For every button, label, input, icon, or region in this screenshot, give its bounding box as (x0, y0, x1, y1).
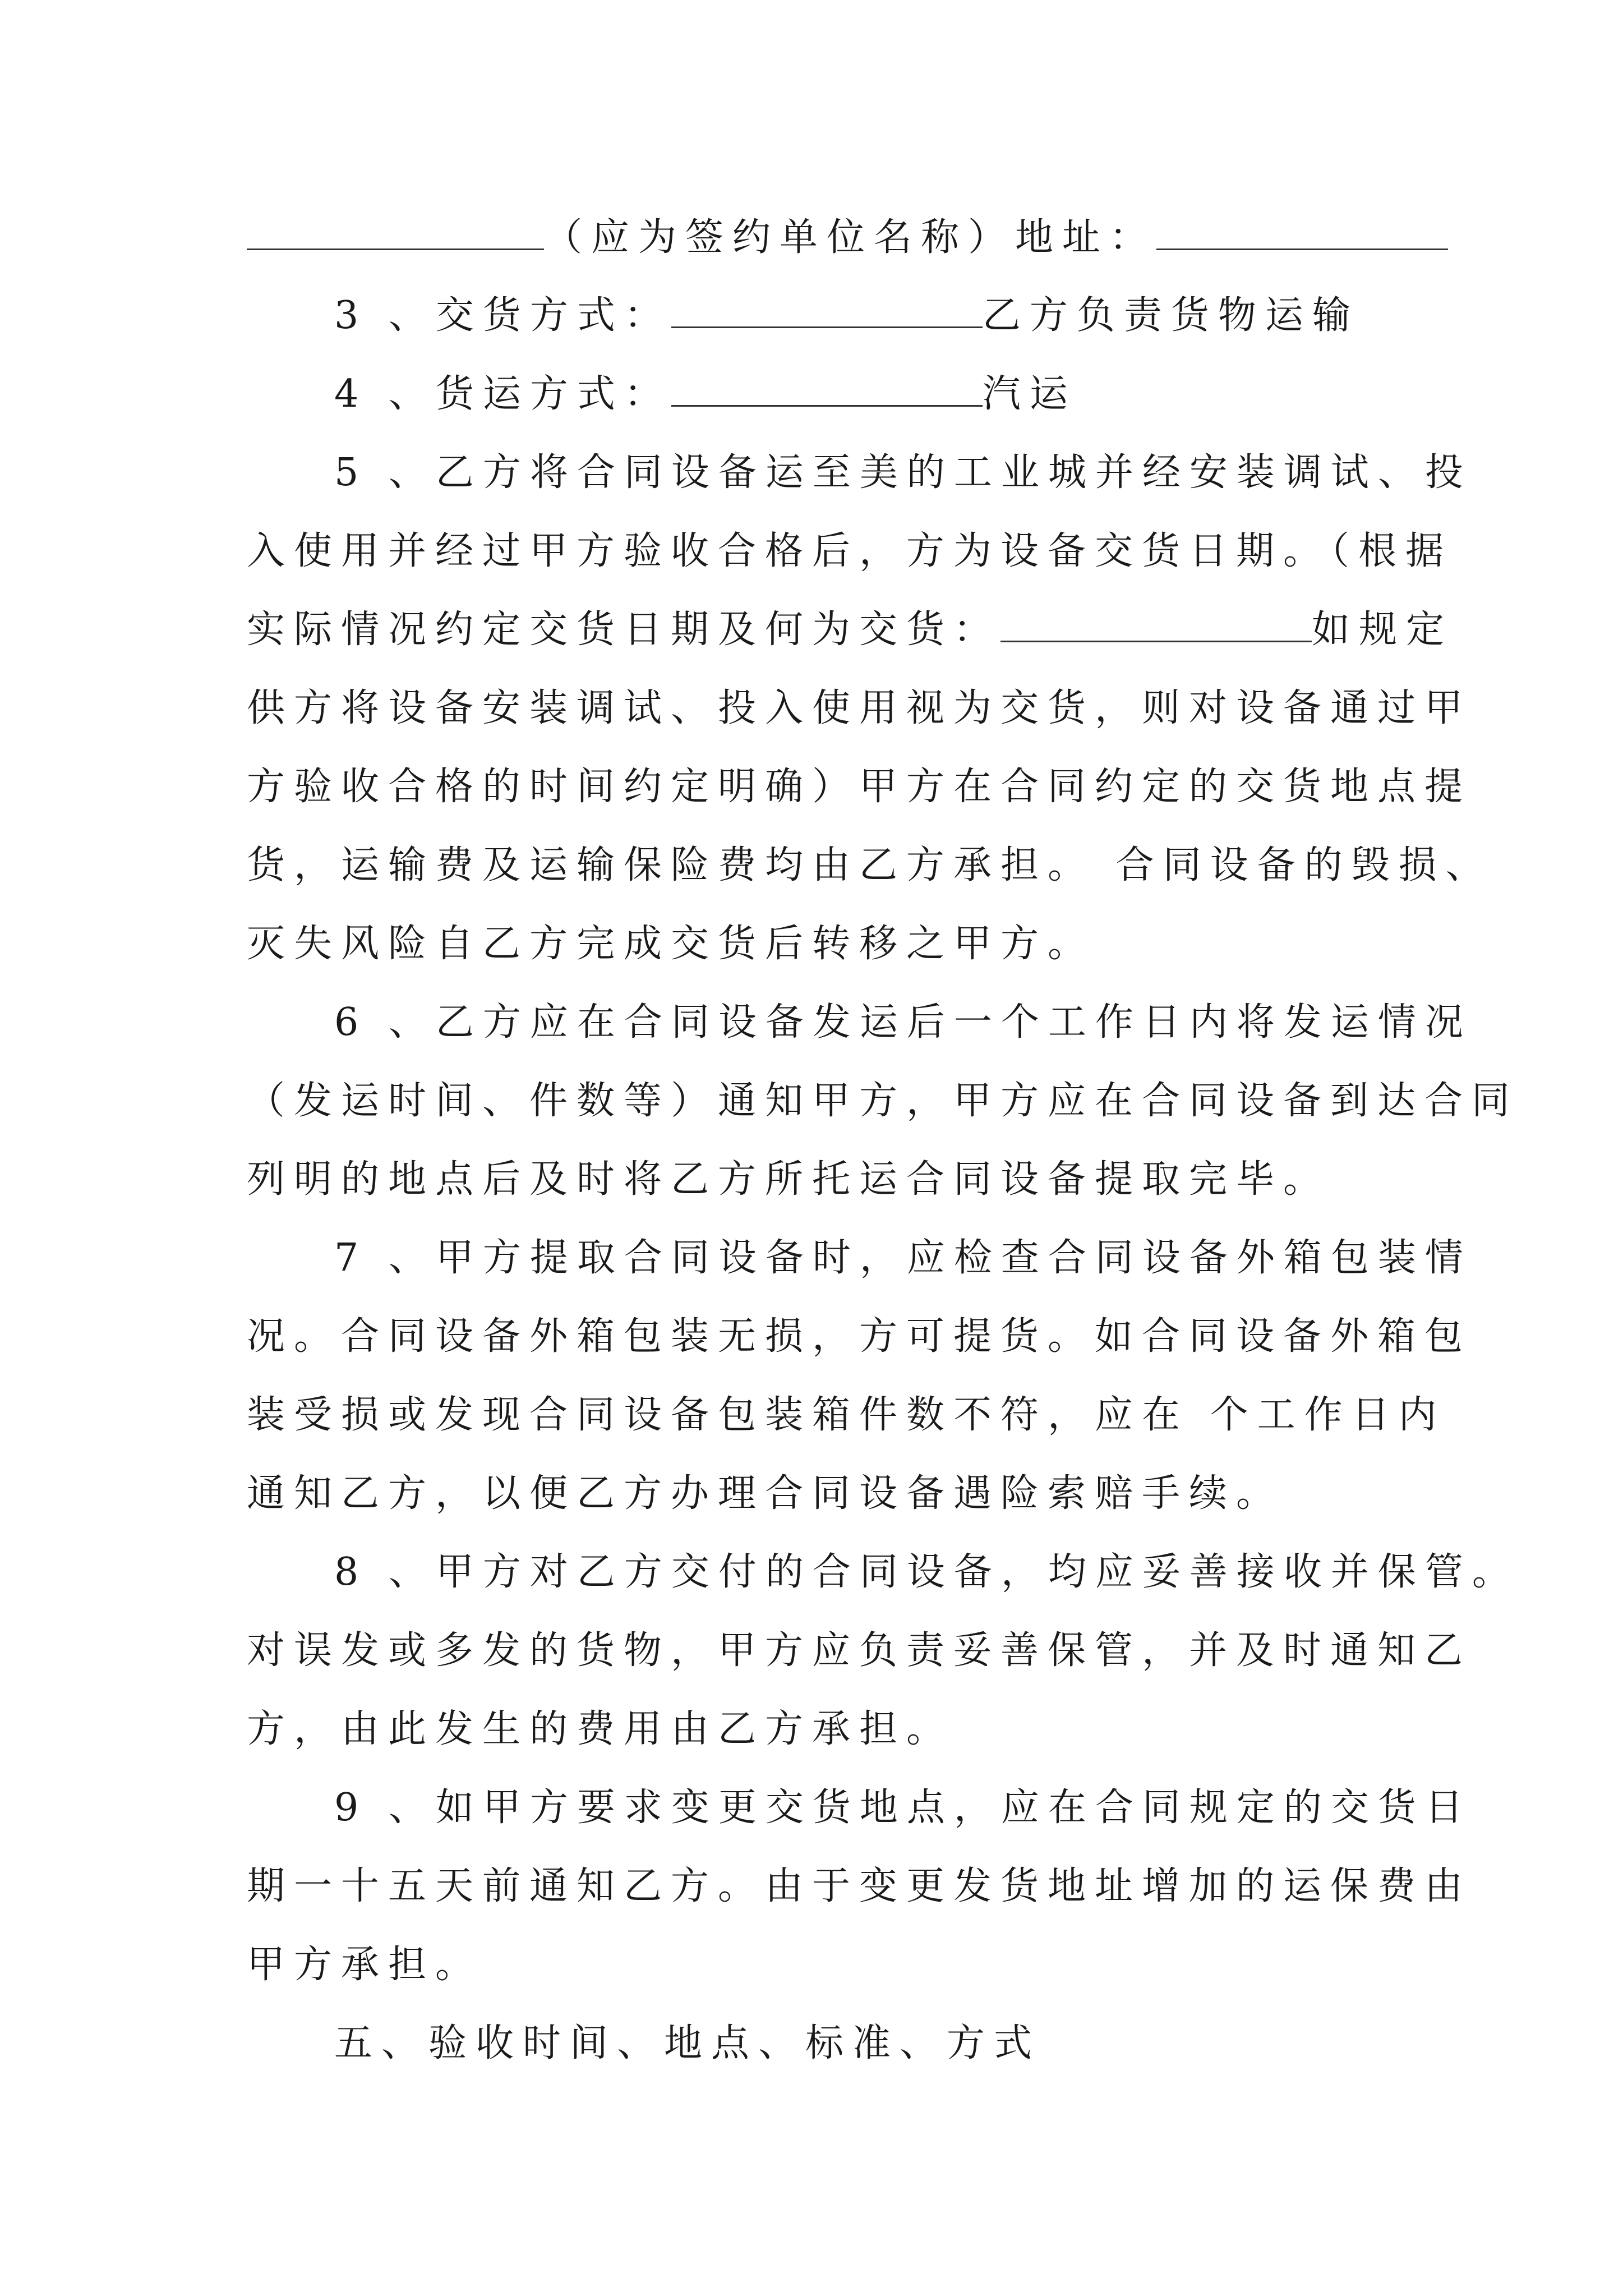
text-party-name-note: （应为签约单位名称） (544, 215, 1016, 260)
paragraph-5-line: 货，运输费及运输保险费均由乙方承担。 合同设备的毁损、 (247, 843, 1493, 887)
paragraph-5-text: 如规定 (1312, 608, 1454, 652)
blank-party-name[interactable] (247, 211, 544, 250)
item-3-value: 乙方负责货物运输 (982, 293, 1359, 338)
paragraph-9-line: 期一十五天前通知乙方。由于变更发货地址增加的运保费由 (247, 1864, 1472, 1908)
paragraph-8-line: 对误发或多发的货物，甲方应负责妥善保管，并及时通知乙 (247, 1628, 1472, 1673)
item-3-label: 3 、交货方式： (334, 293, 671, 338)
item-4-value: 汽运 (982, 372, 1077, 416)
paragraph-7-line: 装受损或发现合同设备包装箱件数不符，应在 个工作日内 (247, 1393, 1446, 1437)
paragraph-5-text: 实际情况约定交货日期及何为交货： (247, 608, 1001, 652)
section-5-heading: 五、验收时间、地点、标准、方式 (334, 2021, 1041, 2065)
text-address-label: 地址： (1015, 215, 1157, 260)
item-4-freight-method (334, 364, 1077, 425)
paragraph-7-line: 通知乙方，以便乙方办理合同设备遇险索赔手续。 (247, 1471, 1284, 1516)
blank-delivery-method[interactable] (671, 289, 983, 328)
paragraph-5-line: 供方将设备安装调试、投入使用视为交货，则对设备通过甲 (247, 686, 1472, 730)
paragraph-8-line: 8 、甲方对乙方交付的合同设备，均应妥善接收并保管。 (334, 1550, 1519, 1594)
paragraph-9-line: 9 、如甲方要求变更交货地点，应在合同规定的交货日 (334, 1786, 1472, 1830)
paragraph-7-line: 况。合同设备外箱包装无损，方可提货。如合同设备外箱包 (247, 1314, 1472, 1359)
paragraph-6-line: 列明的地点后及时将乙方所托运合同设备提取完毕。 (247, 1157, 1331, 1202)
blank-freight-method[interactable] (671, 368, 983, 407)
paragraph-5-line: 方验收合格的时间约定明确）甲方在合同约定的交货地点提 (247, 765, 1472, 809)
paragraph-6-line: （发运时间、件数等）通知甲方，甲方应在合同设备到达合同 (247, 1079, 1519, 1123)
blank-delivery-definition[interactable] (1000, 604, 1312, 642)
line-signing-party (247, 207, 1448, 269)
paragraph-5-line: 5 、乙方将合同设备运至美的工业城并经安装调试、投 (334, 450, 1472, 495)
paragraph-7-line: 7 、甲方提取合同设备时，应检查合同设备外箱包装情 (334, 1236, 1472, 1280)
paragraph-9-line: 甲方承担。 (247, 1943, 483, 1987)
item-3-delivery-method (334, 285, 1359, 347)
paragraph-5-line: 入使用并经过甲方验收合格后，方为设备交货日期。（根据 (247, 529, 1453, 573)
item-4-label: 4 、货运方式： (334, 372, 671, 416)
paragraph-5-line (247, 599, 1453, 661)
paragraph-5-line: 灭失风险自乙方完成交货后转移之甲方。 (247, 922, 1095, 966)
paragraph-6-line: 6 、乙方应在合同设备发运后一个工作日内将发运情况 (334, 1000, 1472, 1045)
paragraph-8-line: 方，由此发生的费用由乙方承担。 (247, 1707, 954, 1751)
blank-address[interactable] (1156, 211, 1448, 250)
